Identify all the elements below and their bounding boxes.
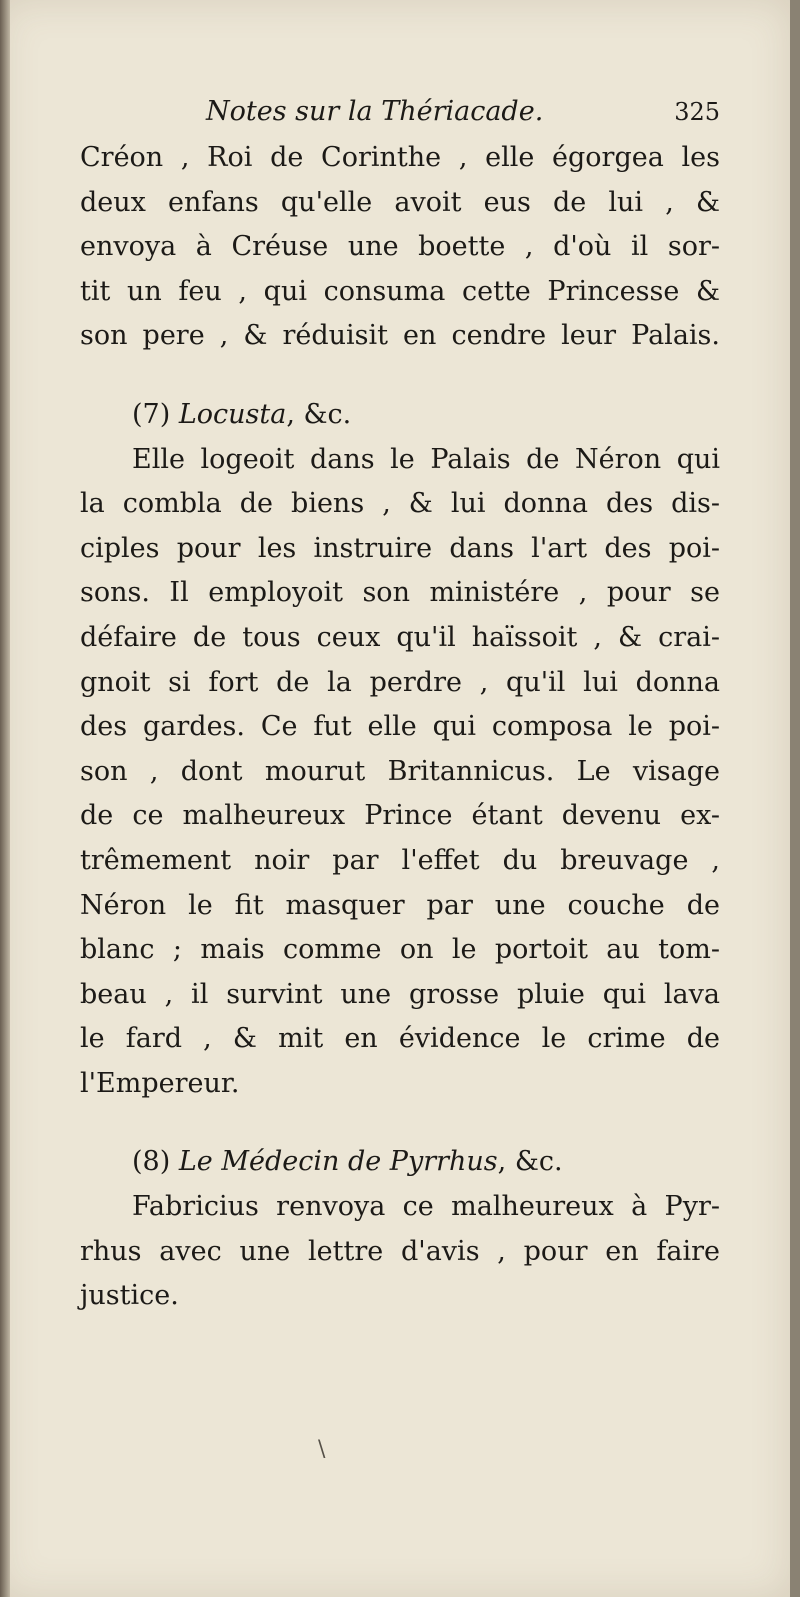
- running-title: Notes sur la Thériacade.: [206, 96, 544, 127]
- body-text: [80, 136, 720, 1319]
- text-line: défaire de tous ceux qu'il haïssoit , & crai-: [80, 621, 720, 653]
- text-line: Néron le fit masquer par une couche de: [80, 889, 720, 921]
- page-header: [80, 96, 720, 140]
- text-line: trêmement noir par l'effet du breuvage ,: [80, 844, 720, 876]
- note-7-number: (7): [132, 398, 171, 430]
- text-line: son , dont mourut Britannicus. Le visage: [80, 755, 720, 787]
- text-line: sons. Il employoit son ministére , pour se: [80, 577, 720, 609]
- page-gutter: [0, 0, 10, 1597]
- text-line: la combla de biens , & lui donna des dis-: [80, 488, 720, 520]
- text-line: blanc ; mais comme on le portoit au tom-: [80, 934, 720, 966]
- text-line: le fard , & mit en évidence le crime de: [80, 1023, 720, 1055]
- text-line: deux enfans qu'elle avoit eus de lui , &: [80, 186, 720, 218]
- page-number: 325: [674, 98, 720, 126]
- text-line: Créon , Roi de Corinthe , elle égorgea les: [80, 142, 720, 173]
- note-8-lemma: Le Médecin de Pyrrhus: [178, 1146, 498, 1178]
- text-line: tit un feu , qui consuma cette Princesse &: [80, 275, 720, 307]
- text-line: des gardes. Ce fut elle qui composa le poi-: [80, 711, 720, 743]
- text-line: de ce malheureux Prince étant devenu ex-: [80, 800, 720, 832]
- note-8-paragraph: [80, 1185, 720, 1319]
- text-line: son pere , & réduisit en cendre leur Palais.: [80, 320, 720, 352]
- text-line: Fabricius renvoya ce malheureux à Pyr-: [132, 1191, 720, 1223]
- stray-ink-mark: \: [318, 1437, 326, 1462]
- note-7-etc: , &c.: [286, 398, 352, 430]
- note-7-lemma: Locusta: [178, 398, 287, 430]
- text-line: ciples pour les instruire dans l'art des poi-: [80, 532, 720, 564]
- note-8-heading: [80, 1140, 720, 1185]
- text-line: beau , il survint une grosse pluie qui lava: [80, 978, 720, 1010]
- text-line: gnoit si fort de la perdre , qu'il lui donna: [80, 666, 720, 698]
- text-line: Elle logeoit dans le Palais de Néron qui: [132, 443, 720, 475]
- note-8-etc: , &c.: [497, 1146, 563, 1178]
- note-7-heading: [80, 393, 720, 438]
- note-7-paragraph: [80, 438, 720, 1107]
- text-line: justice.: [80, 1280, 179, 1312]
- note-8-number: (8): [132, 1146, 171, 1178]
- continuation-paragraph: [80, 136, 720, 359]
- text-line: l'Empereur.: [80, 1067, 240, 1099]
- text-line: envoya à Créuse une boette , d'où il sor-: [80, 231, 720, 263]
- text-line: rhus avec une lettre d'avis , pour en faire: [80, 1235, 720, 1267]
